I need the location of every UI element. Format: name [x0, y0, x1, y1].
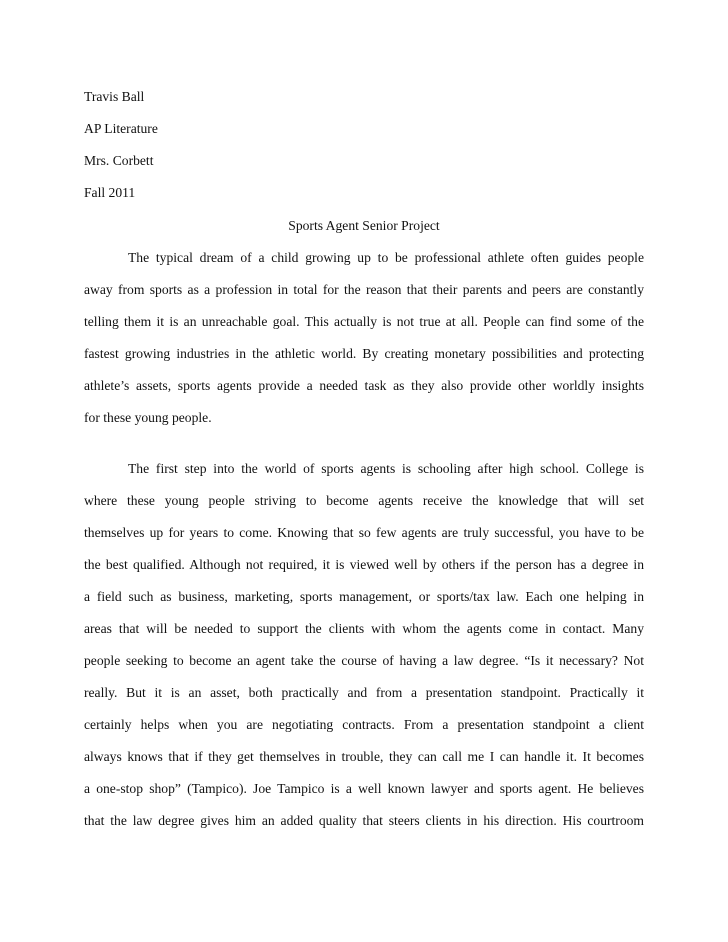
term: Fall 2011 [84, 185, 136, 200]
paragraph-2 [84, 453, 644, 837]
text-line: where these young people striving to become agents receive the knowledge that will set [84, 493, 644, 508]
text-line: always knows that if they get themselves in trouble, they can call me I can handle it. It becomes [84, 749, 644, 764]
teacher-name: Mrs. Corbett [84, 153, 154, 168]
text-line: the best qualified. Although not required, it is viewed well by others if the person has a degree in [84, 557, 644, 572]
document-title: Sports Agent Senior Project [288, 218, 440, 233]
paragraph-1 [84, 242, 644, 434]
text-line: The typical dream of a child growing up to be professional athlete often guides people [128, 250, 644, 265]
text-line: people seeking to become an agent take the course of having a law degree. “Is it necessary? Not [84, 653, 644, 668]
author-name: Travis Ball [84, 89, 145, 104]
text-line: fastest growing industries in the athletic world. By creating monetary possibilities and protecting [84, 346, 644, 361]
text-line: a one-stop shop” (Tampico). Joe Tampico is a well known lawyer and sports agent. He believes [84, 781, 644, 796]
text-line: The first step into the world of sports agents is schooling after high school. College is [128, 461, 644, 476]
text-line: a field such as business, marketing, sports management, or sports/tax law. Each one helping in [84, 589, 644, 604]
text-line: that the law degree gives him an added quality that steers clients in his direction. His courtroom [84, 813, 644, 828]
text-line: areas that will be needed to support the clients with whom the agents come in contact. Many [84, 621, 644, 636]
text-line: athlete’s assets, sports agents provide a needed task as they also provide other worldly insights [84, 378, 644, 393]
text-line: really. But it is an asset, both practically and from a presentation standpoint. Practically it [84, 685, 644, 700]
text-line: for these young people. [84, 410, 212, 425]
text-line: telling them it is an unreachable goal. This actually is not true at all. People can find some of the [84, 314, 644, 329]
course-name: AP Literature [84, 121, 158, 136]
text-line: away from sports as a profession in total for the reason that their parents and peers are constantly [84, 282, 644, 297]
text-line: certainly helps when you are negotiating contracts. From a presentation standpoint a client [84, 717, 644, 732]
text-line: themselves up for years to come. Knowing that so few agents are truly successful, you have to be [84, 525, 644, 540]
